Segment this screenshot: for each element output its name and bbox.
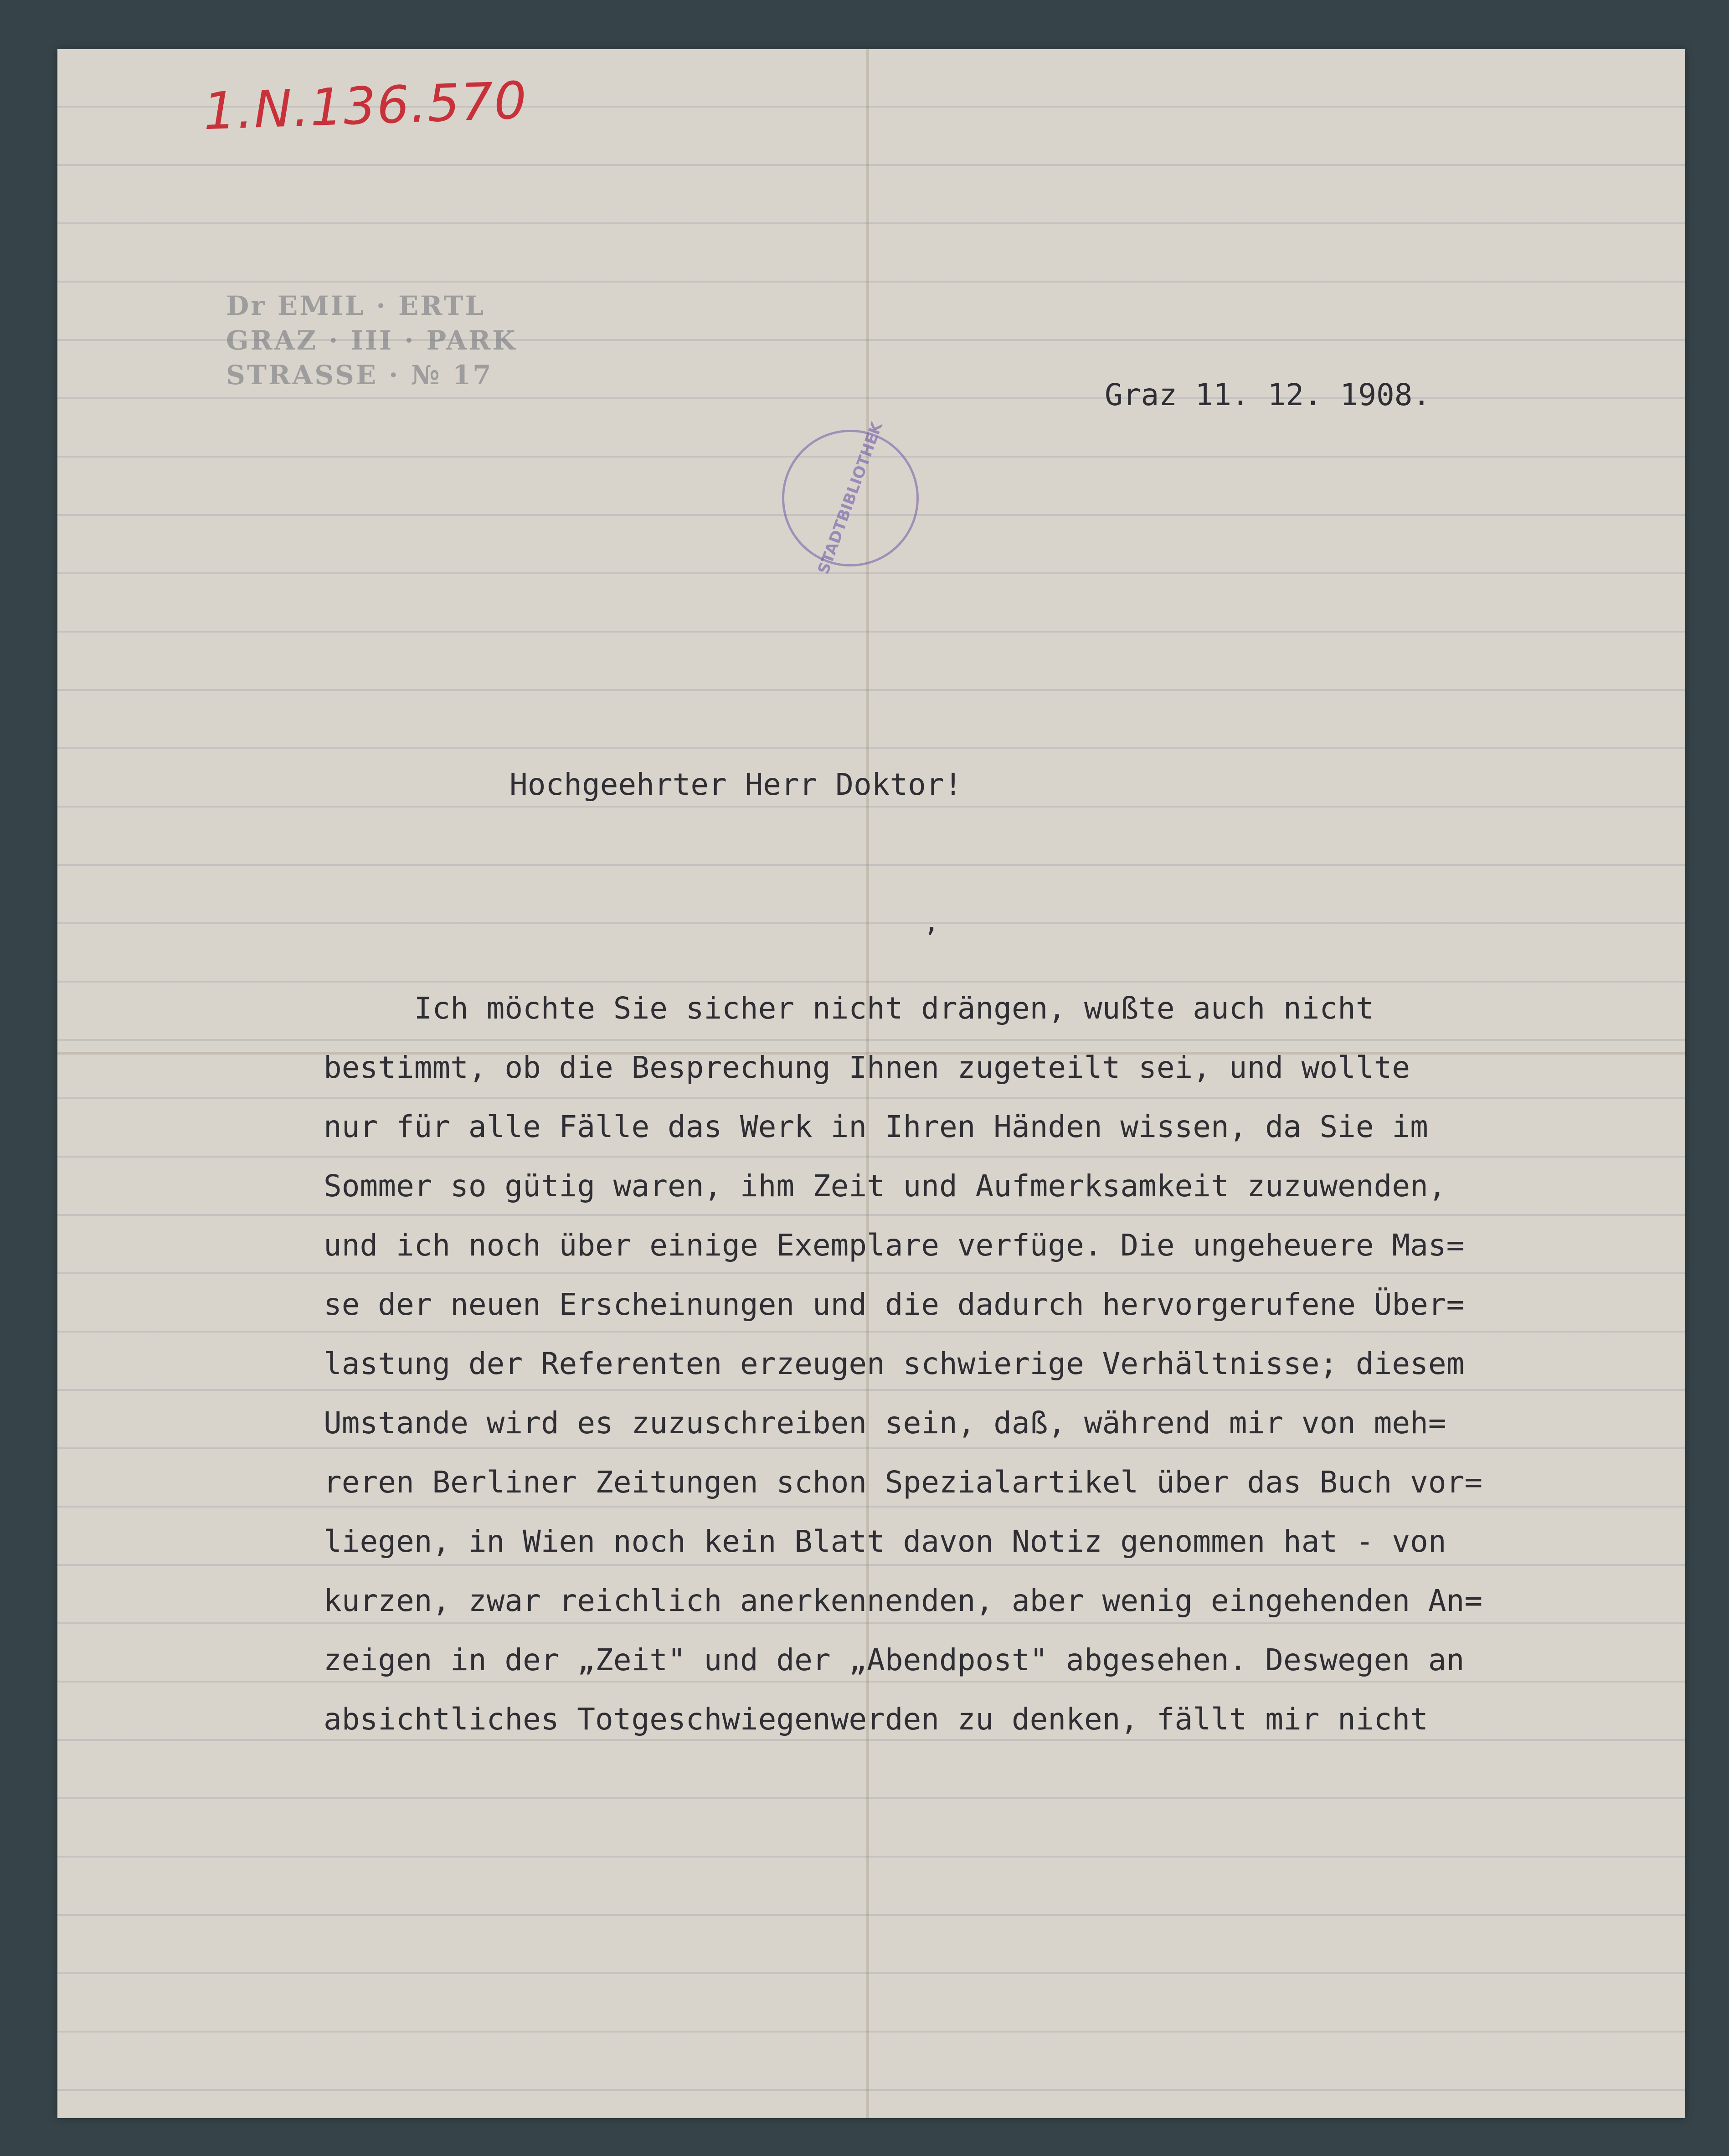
letterhead-line-3: STRASSE · № 17: [226, 360, 493, 391]
body-line: Umstande wird es zuzuschreiben sein, daß, während mir von meh=: [324, 1405, 1446, 1441]
body-line: absichtliches Totgeschwiegenwerden zu denken, fällt mir nicht: [324, 1702, 1428, 1737]
letterhead-line-2: GRAZ · III · PARK: [226, 325, 517, 356]
body-line: reren Berliner Zeitungen schon Spezialartikel über das Buch vor=: [324, 1465, 1483, 1500]
body-line: liegen, in Wien noch kein Blatt davon Notiz genommen hat - von: [324, 1524, 1446, 1559]
body-line: und ich noch über einige Exemplare verfüge. Die ungeheuere Mas=: [324, 1228, 1465, 1263]
body-line: Ich möchte Sie sicher nicht drängen, wußte auch nicht: [324, 991, 1374, 1026]
body-line: bestimmt, ob die Besprechung Ihnen zugeteilt sei, und wollte: [324, 1050, 1410, 1085]
body-line: zeigen in der „Zeit" und der „Abendpost" abgesehen. Deswegen an: [324, 1642, 1465, 1677]
library-stamp: [782, 419, 919, 577]
stamp-text: STADTBIBLIOTHEK: [814, 419, 886, 577]
body-line: lastung der Referenten erzeugen schwierige Verhältnisse; diesem: [324, 1346, 1465, 1381]
body-line: nur für alle Fälle das Werk in Ihren Händen wissen, da Sie im: [324, 1109, 1428, 1144]
body-line: kurzen, zwar reichlich anerkennenden, aber wenig eingehenden An=: [324, 1583, 1483, 1618]
letter-sheet: [57, 49, 1685, 2118]
body-line: se der neuen Erscheinungen und die dadurch hervorgerufene Über=: [324, 1287, 1465, 1322]
letterhead-line-1: Dr EMIL · ERTL: [226, 290, 486, 321]
archive-number: 1.N.136.570: [202, 71, 529, 142]
body-line: Sommer so gütig waren, ihm Zeit und Aufmerksamkeit zuzuwenden,: [324, 1168, 1446, 1204]
date-line: Graz 11. 12. 1908.: [1105, 377, 1431, 412]
letter-body: [324, 979, 1600, 1749]
salutation: Hochgeehrter Herr Doktor!: [509, 767, 962, 802]
letterhead: [226, 288, 517, 392]
stray-mark: ,: [923, 906, 940, 938]
